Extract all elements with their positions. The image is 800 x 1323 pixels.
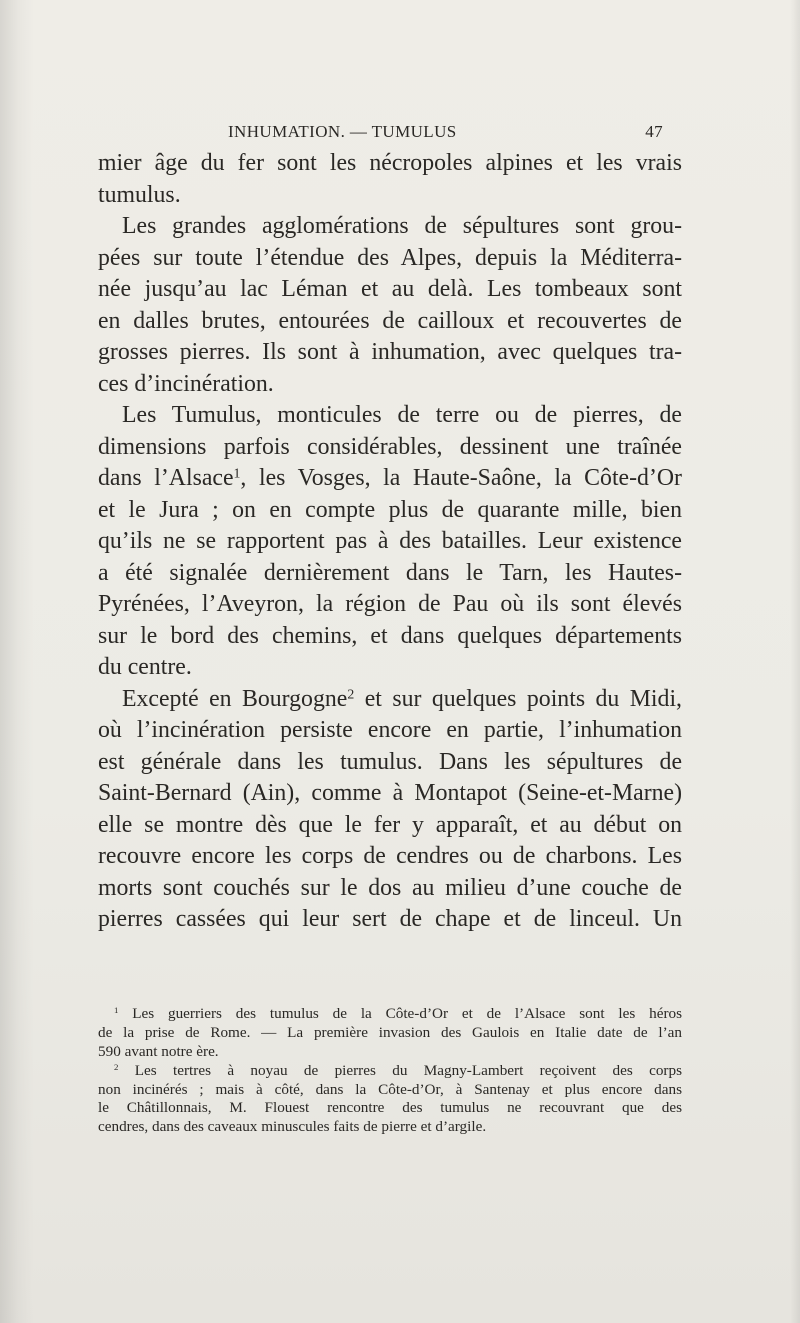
text-segment: , les Vosges, la Haute-Saône, la Côte-d’Or	[240, 465, 682, 491]
footnote-line: cendres, dans des caveaux minuscules faits de pierre et d’argile.	[98, 1118, 487, 1136]
text-segment: dans l’Alsace	[98, 465, 234, 491]
text-segment: Excepté en Bourgogne	[122, 685, 348, 712]
running-title: INHUMATION. — TUMULUS	[228, 122, 457, 141]
text-line: Les Tumulus, monticules de terre ou de pierres, de	[122, 402, 682, 428]
text-line: est générale dans les tumulus. Dans les sépultures de	[98, 748, 682, 775]
text-line: a été signalée dernièrement dans le Tarn, les Hautes-	[98, 559, 682, 586]
page-edge-shadow	[790, 0, 800, 1323]
text-line: où l’incinération persiste encore en partie, l’inhumation	[98, 717, 682, 743]
text-line: et le Jura ; on en compte plus de quarante mille, bien	[98, 496, 682, 523]
text-line: elle se montre dès que le fer y apparaît, et au début on	[98, 811, 682, 838]
text-line: recouvre encore les corps de cendres ou de charbons. Les	[98, 843, 682, 869]
text-line: Pyrénées, l’Aveyron, la région de Pau où ils sont élevés	[98, 591, 682, 617]
text-line: en dalles brutes, entourées de cailloux et recouvertes de	[98, 307, 682, 334]
main-text	[98, 148, 682, 936]
text-line: qu’ils ne se rapportent pas à des batailles. Leur existence	[98, 528, 682, 554]
text-segment: et sur quelques points du Midi,	[354, 685, 683, 712]
text-line: pées sur toute l’étendue des Alpes, depuis la Méditerra-	[98, 244, 682, 271]
footnotes	[98, 1005, 682, 1137]
text-line: ces d’incinération.	[98, 370, 274, 397]
text-line: mier âge du fer sont les nécropoles alpines et les vrais	[98, 150, 682, 176]
text-line	[98, 684, 682, 716]
footnote-line: non incinérés ; mais à côté, dans la Côte-d’Or, à Santenay et plus encore dans	[98, 1080, 682, 1098]
text-line: Saint-Bernard (Ain), comme à Montapot (Seine-et-Marne)	[98, 780, 682, 806]
text-line: dimensions parfois considérables, dessinent une traînée	[98, 433, 682, 460]
text-line: morts sont couchés sur le dos au milieu d’une couche de	[98, 874, 682, 901]
text-line: née jusqu’au lac Léman et au delà. Les tombeaux sont	[98, 276, 682, 302]
footnote-segment: Les guerriers des tumulus de la Côte-d’Or et de l’Alsace sont les héros	[118, 1005, 682, 1022]
text-line: Les grandes agglomérations de sépultures sont grou-	[122, 213, 682, 239]
footnote-line	[98, 1005, 682, 1024]
text-line: pierres cassées qui leur sert de chape et de linceul. Un	[98, 906, 682, 932]
text-line	[98, 463, 682, 495]
text-line: tumulus.	[98, 181, 181, 208]
page-number: 47	[645, 122, 663, 141]
text-line: sur le bord des chemins, et dans quelques départements	[98, 622, 682, 649]
text-line: grosses pierres. Ils sont à inhumation, avec quelques tra-	[98, 339, 682, 365]
footnote-segment: Les tertres à noyau de pierres du Magny-Lambert reçoivent des corps	[118, 1061, 682, 1079]
footnote-line: 590 avant notre ère.	[98, 1042, 219, 1060]
footnote-line: le Châtillonnais, M. Flouest rencontre des tumulus ne recouvrant que des	[98, 1099, 682, 1117]
footnote-line: de la prise de Rome. — La première invasion des Gaulois en Italie date de l’an	[98, 1023, 682, 1041]
footnote-ref: 2	[347, 685, 355, 701]
footnote-number: 1	[114, 1005, 119, 1016]
footnote-number: 2	[114, 1061, 119, 1072]
text-line: du centre.	[98, 654, 192, 680]
footnote-ref: 1	[233, 465, 241, 481]
footnote-line	[98, 1062, 682, 1081]
